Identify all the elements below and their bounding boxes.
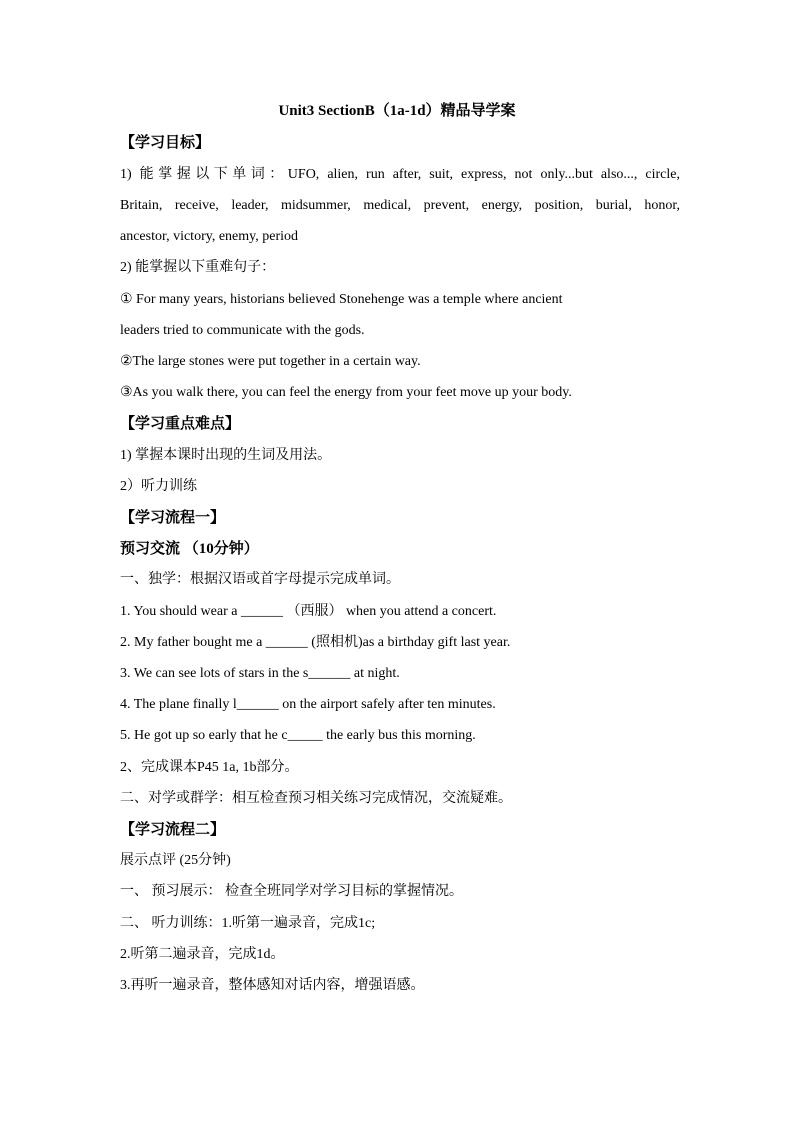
self-study-instruction: 一、独学：根据汉语或首字母提示完成单词。	[120, 572, 400, 587]
key-sentence-1-line-2: leaders tried to communicate with the gods.	[120, 323, 365, 338]
group-study-instruction: 二、对学或群学：相互检查预习相关练习完成情况，交流疑难。	[120, 791, 512, 806]
preview-exchange-heading: 预习交流 （10分钟）	[120, 541, 259, 557]
objective-vocabulary-line-3: ancestor, victory, enemy, period	[120, 229, 299, 244]
exercise-item-5: 5. He got up so early that he c_____ the early bus this morning.	[120, 728, 476, 743]
section-heading-process-1: 【学习流程一】	[120, 510, 226, 526]
section-heading-objectives: 【学习目标】	[120, 135, 211, 151]
key-sentence-1-line-1: ① For many years, historians believed Stonehenge was a temple where ancient	[120, 292, 563, 307]
textbook-task: 2、完成课本P45 1a, 1b部分。	[120, 760, 299, 775]
objective-sentences-heading: 2) 能掌握以下重难句子：	[120, 260, 276, 275]
section-heading-key-points: 【学习重点难点】	[120, 416, 241, 432]
exercise-item-4: 4. The plane finally l______ on the airport safely after ten minutes.	[120, 697, 496, 712]
key-sentence-2: ②The large stones were put together in a certain way.	[120, 354, 421, 369]
exercise-item-3: 3. We can see lots of stars in the s______ at night.	[120, 666, 400, 681]
listening-training-item-1: 二、 听力训练：1.听第一遍录音，完成1c;	[120, 916, 376, 931]
preview-presentation-item: 一、 预习展示： 检查全班同学对学习目标的掌握情况。	[120, 884, 463, 899]
document-title: Unit3 SectionB（1a-1d）精品导学案	[278, 103, 516, 119]
exercise-item-1: 1. You should wear a ______ （西服） when you attend a concert.	[120, 604, 497, 619]
key-sentence-3: ③As you walk there, you can feel the energy from your feet move up your body.	[120, 385, 572, 400]
section-heading-process-2: 【学习流程二】	[120, 822, 226, 838]
key-point-2: 2）听力训练	[120, 479, 197, 494]
key-point-1: 1) 掌握本课时出现的生词及用法。	[120, 448, 332, 463]
presentation-heading: 展示点评 (25分钟)	[120, 853, 231, 868]
exercise-item-2: 2. My father bought me a ______ (照相机)as a birthday gift last year.	[120, 635, 511, 650]
listening-training-item-2: 2.听第二遍录音，完成1d。	[120, 947, 285, 962]
objective-vocabulary-line-1: 1) 能掌握以下单词：UFO, alien, run after, suit, express, not only...but also..., circle,	[120, 167, 680, 182]
listening-training-item-3: 3.再听一遍录音，整体感知对话内容，增强语感。	[120, 978, 425, 993]
objective-vocabulary-line-2: Britain, receive, leader, midsummer, medical, prevent, energy, position, burial, honor,	[120, 198, 680, 213]
